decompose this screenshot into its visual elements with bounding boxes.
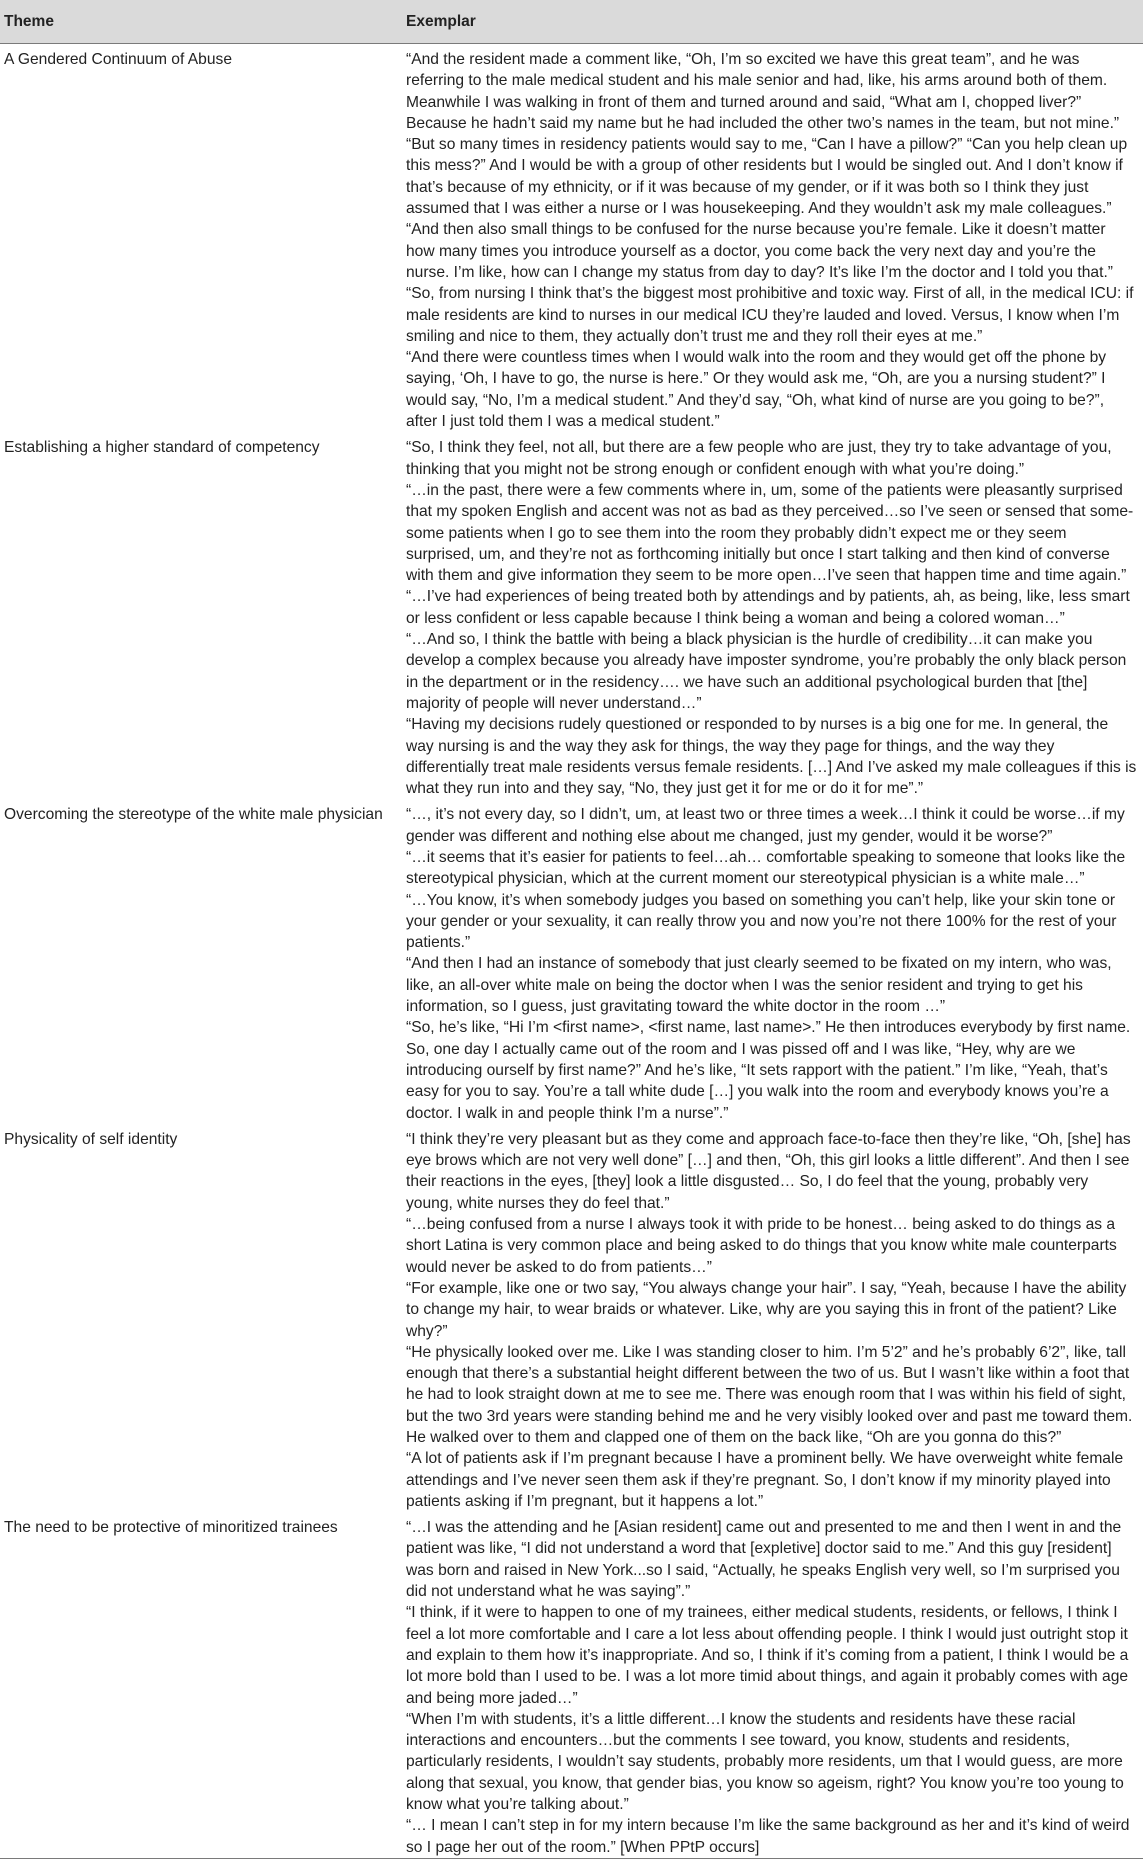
exemplar-cell [406, 799, 1143, 1123]
theme-cell: Physicality of self identity [4, 1130, 178, 1148]
exemplar-quote: “When I’m with students, it’s a little different…I know the students and residents have these racial interactions and encounters…but the comments I see toward, you know, students and residents, particularly residents, I wouldn’t say students, probably more residents, um that I would guess, are more along that sexual, you know, that gender bias, you know so ageism, right? You know you’re too young to know what you’re talking about.” [406, 1710, 1124, 1814]
exemplar-quote: “…in the past, there were a few comments where in, um, some of the patients were pleasantly surprised that my spoken English and accent was not as bad as they perceived…so I’ve seen or sensed that some-some patients when I go to see them into the room they probably didn’t expect me or they seem surprised, um, and they’re not as forthcoming initially but once I start talking and then kind of converse with them and give information they seem to be more open…I’ve seen that happen time and time again.” [406, 481, 1134, 585]
table-header [0, 0, 1143, 44]
table-row [0, 1512, 1143, 1858]
table-row [0, 1124, 1143, 1512]
exemplar-quote: “And the resident made a comment like, “Oh, I’m so excited we have this great team”, and he was referring to the male medical student and his male senior and had, like, his arms around both of them. Meanwhile I was walking in front of them and turned around and said, “What am I, chopped liver?” Because he hadn’t said my name but he had included the other two’s names in the team, but not mine.” [406, 51, 1120, 132]
exemplar-quote: “For example, like one or two say, “You always change your hair”. I say, “Yeah, because I have the ability to change my hair, to wear braids or whatever. Like, why are you saying this in front of the patient? Like why?” [406, 1279, 1127, 1340]
theme-cell: Overcoming the stereotype of the white male physician [4, 806, 383, 824]
theme-cell: Establishing a higher standard of competency [4, 439, 320, 457]
exemplar-quote: “…I was the attending and he [Asian resident] came out and presented to me and then I went in and the patient was like, “I did not understand a word that [expletive] doctor said to me.” And this guy [resident] was born and raised in New York...so I said, “Actually, he speaks English very well, so I’m surprised you did not understand what he was saying”.” [406, 1519, 1122, 1601]
table-row [0, 44, 1143, 433]
exemplar-quote: “A lot of patients ask if I’m pregnant because I have a prominent belly. We have overweight white female attendings and I’ve never seen them ask if they’re pregnant. So, I don’t know if my minority played into patients asking if I’m pregnant, but it happens a lot.” [406, 1450, 1124, 1510]
table-row [0, 432, 1143, 799]
exemplar-quote: “…And so, I think the battle with being a black physician is the hurdle of credibility…it can make you develop a complex because you already have imposter syndrome, you’re probably the only black person in the department or in the residency…. we have such an additional psychological burden that [the] majority of people will never understand…” [406, 631, 1127, 712]
exemplar-quote: “So, he’s like, “Hi I’m <first name>, <first name, last name>.” He then introduces everybody by first name. So, one day I actually came out of the room and I was pissed off and I was like, “Hey, why are we introducing ourself by first name?” And he’s like, “It sets rapport with the patient.” I’m like, “Yeah, that’s easy for you to say. You’re a tall white dude […] you walk into the room and everybody knows you’re a doctor. I walk in and people think I’m a nurse”.” [406, 1019, 1131, 1122]
exemplar-quote: “He physically looked over me. Like I was standing closer to him. I’m 5’2” and he’s probably 6’2”, like, tall enough that there’s a substantial height different between the two of us. But I wasn’t like within a foot that he had to look straight down at me to see me. There was enough room that I was within his field of sight, but the two 3rd years were standing behind me and he very visibly looked over and past me toward them. He walked over to them and clapped one of them on the back like, “Oh are you gonna do this?” [406, 1343, 1133, 1446]
theme-cell: The need to be protective of minoritized trainees [4, 1519, 338, 1537]
header-row [0, 0, 1143, 44]
exemplar-quote: “I think, if it were to happen to one of my trainees, either medical students, residents, or fellows, I think I feel a lot more comfortable and I care a lot less about offending people. I think I would just outright stop it and explain to them how it’s inappropriate. And so, I think if it’s coming from a patient, I think I would be a lot more bold than I used to be. I was a lot more timid about things, and again it probably comes with age and being more jaded…” [406, 1604, 1129, 1707]
exemplar-cell [406, 1512, 1143, 1858]
theme-cell: A Gendered Continuum of Abuse [4, 51, 232, 68]
table-row [0, 799, 1143, 1123]
exemplar-quote: “So, I think they feel, not all, but there are a few people who are just, they try to take advantage of you, thinking that you might not be strong enough or confident enough with what you’re doing.” [406, 439, 1112, 478]
exemplar-quote: “…You know, it’s when somebody judges you based on something you can’t help, like your skin tone or your gender or your sexuality, it can really throw you and now you’re not there 100% for the rest of your patients.” [406, 891, 1117, 952]
exemplar-quote: “And then I had an instance of somebody that just clearly seemed to be fixated on my intern, who was, like, an all-over white male on being the doctor when I was the senior resident and trying to get his information, so I guess, just gravitating toward the white doctor in the room …” [406, 955, 1112, 1016]
exemplar-quote: “…, it’s not every day, so I didn’t, um, at least two or three times a week…I think it could be worse…if my gender was different and nothing else about me changed, just my gender, would it be worse?” [406, 806, 1125, 845]
exemplar-quote: “I think they’re very pleasant but as they come and approach face-to-face then they’re like, “Oh, [she] has eye brows which are not very well done” […] and then, “Oh, this girl looks a little different”. And then I see their reactions in the eyes, [they] look a little disgusted… So, I do feel that the young, probably very young, white nurses they do feel that.” [406, 1130, 1131, 1212]
exemplar-quote: “But so many times in residency patients would say to me, “Can I have a pillow?” “Can you help clean up this mess?” And I would be with a group of other residents but I would be singled out. And I don’t know if that’s because of my ethnicity, or if it was because of my gender, or if it was both so I think they just assumed that I was either a nurse or I was housekeeping. And they wouldn’t ask my male colleagues.” [406, 136, 1128, 218]
exemplar-quote: “And then also small things to be confused for the nurse because you’re female. Like it doesn’t matter how many times you introduce yourself as a doctor, you come back the very next day and you’re the nurse. I’m like, how can I change my status from day to day? It’s like I’m the doctor and I told you that.” [406, 221, 1113, 281]
exemplar-quote: “…I’ve had experiences of being treated both by attendings and by patients, ah, as being, like, less smart or less confident or less capable because I think being a woman and being a colored woman…” [406, 588, 1130, 627]
table-body [0, 44, 1143, 1858]
theme-column-header: Theme [0, 0, 406, 44]
exemplar-cell [406, 44, 1143, 433]
exemplar-quote: “Having my decisions rudely questioned or responded to by nurses is a big one for me. In general, the way nursing is and the way they ask for things, the way they page for things, and the way they differentially treat male residents versus female residents. […] And I’ve asked my male colleagues if this is what they run into and they say, “No, they just get it for me or do it for me”.” [406, 716, 1137, 798]
exemplar-quote: “…being confused from a nurse I always took it with pride to be honest… being asked to do things as a short Latina is very common place and being asked to do things that you know white male counterparts would never be asked to do from patients…” [406, 1216, 1117, 1276]
exemplar-column-header: Exemplar [406, 0, 1143, 44]
exemplar-cell [406, 432, 1143, 799]
exemplar-cell [406, 1124, 1143, 1512]
exemplar-quote: “And there were countless times when I would walk into the room and they would get off the phone by saying, ‘Oh, I have to go, the nurse is here.” Or they would ask me, “Oh, are you a nursing student?” I would say, “No, I’m a medical student.” And they’d say, “Oh, what kind of nurse are you going to be?”, after I just told them I was a medical student.” [406, 349, 1107, 431]
exemplar-quote: “…it seems that it’s easier for patients to feel…ah… comfortable speaking to someone that looks like the stereotypical physician, which at the current moment our stereotypical physician is a white male…” [406, 848, 1126, 888]
exemplar-quote: “So, from nursing I think that’s the biggest most prohibitive and toxic way. First of all, in the medical ICU: if male residents are kind to nurses in our medical ICU they’re lauded and loved. Versus, I know when I’m smiling and nice to them, they actually don’t trust me and they roll their eyes at me.” [406, 285, 1134, 345]
exemplar-quote: “… I mean I can’t step in for my intern because I’m like the same background as her and it’s kind of weird so I page her out of the room.” [When PPtP occurs] [406, 1817, 1130, 1856]
